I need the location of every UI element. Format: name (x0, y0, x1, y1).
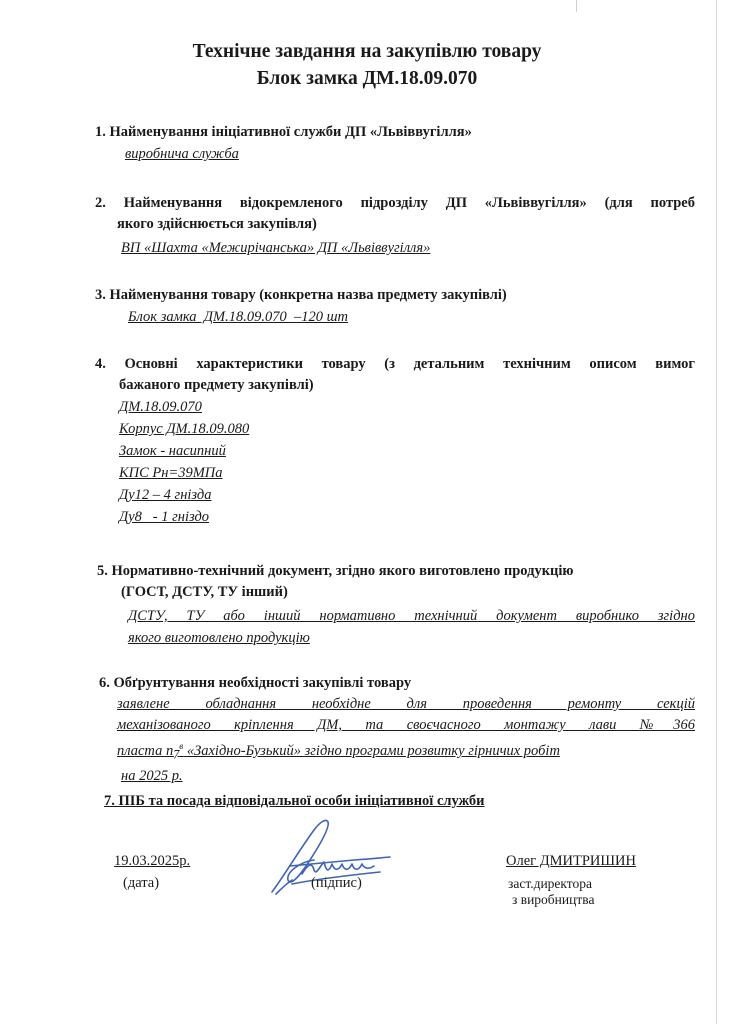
list-item: Корпус ДМ.18.09.080 (119, 421, 250, 437)
section-value: виробнича служба (125, 146, 239, 162)
section-6 (99, 673, 695, 787)
section-7 (104, 791, 695, 812)
sign-date: 19.03.2025р. (114, 853, 191, 869)
section-value: заявлене обладнання необхідне для проведення ремонту секцій (117, 696, 695, 712)
scan-edge-mark (576, 0, 577, 12)
section-number: 6. (99, 675, 110, 691)
section-value-cont: якого виготовлено продукцію (128, 630, 310, 646)
list-item: Ду12 – 4 гнізда (119, 487, 212, 503)
section-number: 1. (95, 124, 106, 140)
section-4 (95, 354, 695, 528)
section-value: Блок замка ДМ.18.09.070 –120 шт (128, 309, 349, 325)
list-item: ДМ.18.09.070 (119, 399, 202, 415)
list-item: КПС Рн=39МПа (119, 465, 223, 481)
sign-signature-label: (підпис) (311, 875, 362, 891)
list-item: Ду8 - 1 гніздо (119, 509, 210, 525)
signer-position: заст.директора (508, 876, 593, 891)
section-heading: Найменування товару (конкретна назва предмету закупівлі) (109, 287, 507, 303)
section-heading: Найменування ініціативної служби ДП «Львіввугілля» (109, 124, 472, 140)
document-subtitle: Блок замка ДМ.18.09.070 (256, 68, 478, 89)
section-3 (95, 285, 695, 328)
section-value-cont: на 2025 р. (121, 767, 183, 784)
list-item: Замок - насипний (119, 443, 226, 459)
section-heading: Обґрунтування необхідності закупівлі товару (113, 675, 412, 691)
section-heading: Найменування відокремленого підрозділу ДП «Львіввугілля» (для потреб (123, 195, 695, 211)
section-value-cont: пласта $n_7^в$ «Західно-Бузький» згідно програми розвитку гірничих робіт (117, 741, 560, 762)
characteristics-list (119, 396, 695, 528)
section-number: 4. (95, 356, 106, 372)
section-2 (95, 193, 695, 259)
section-number: 3. (95, 287, 106, 303)
section-heading: ПІБ та посада відповідальної особи ініціативної служби (118, 793, 485, 809)
section-1 (95, 122, 695, 165)
signer-position-cont: з виробництва (512, 892, 595, 907)
document-title: Технічне завдання на закупівлю товару (192, 41, 542, 62)
section-value: ВП «Шахта «Межирічанська» ДП «Львіввугілля» (121, 240, 431, 256)
section-number: 5. (97, 563, 108, 579)
signer-name: Олег ДМИТРИШИН (506, 853, 636, 869)
sign-date-label: (дата) (123, 875, 160, 891)
section-value-cont: механізованого кріплення ДМ, та своєчасного монтажу лави №366 (117, 717, 695, 733)
scan-edge-line (716, 0, 717, 1024)
section-heading-cont: якого здійснюється закупівля) (117, 216, 317, 232)
section-value: ДСТУ, ТУ або інший нормативно технічний документ виробнико згідно (128, 608, 695, 624)
section-5 (97, 561, 695, 649)
section-number: 2. (95, 195, 106, 211)
section-number: 7. (104, 793, 115, 809)
section-heading-cont: (ГОСТ, ДСТУ, ТУ інший) (121, 584, 288, 600)
section-heading: Основні характеристики товару (з детальним технічним описом вимог (124, 356, 695, 372)
section-heading: Нормативно-технічний документ, згідно якого виготовлено продукцію (111, 563, 574, 579)
section-heading-cont: бажаного предмету закупівлі) (119, 377, 314, 393)
